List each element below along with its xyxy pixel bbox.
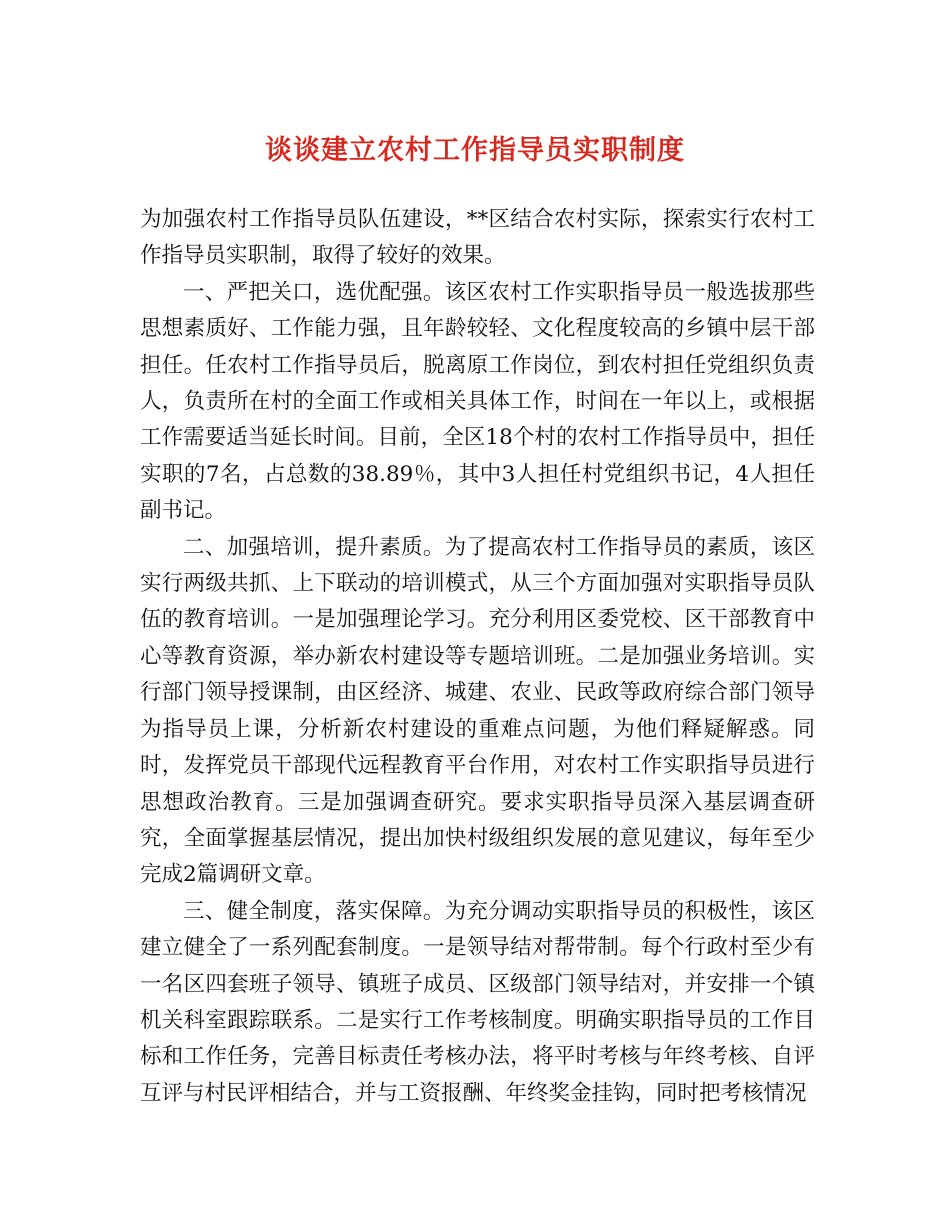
intro-paragraph: 为加强农村工作指导员队伍建设，**区结合农村实际，探索实行农村工作指导员实职制，取得了较好的效果。 [140, 207, 815, 269]
document-title: 谈谈建立农村工作指导员实职制度 [265, 135, 685, 166]
section-3-paragraph: 三、健全制度，落实保障。为充分调动实职指导员的积极性，该区建立健全了一系列配套制度。一是领导结对帮带制。每个行政村至少有一名区四套班子领导、镇班子成员、区级部门领导结对，并安排一个镇机关科室跟踪联系。二是实行工作考核制度。明确实职指导员的工作目标和工作任务，完善目标责任考核办法，将平时考核与年终考核、自评互评与村民评相结合，并与工资报酬、年终奖金挂钩，同时把考核情况 [140, 898, 815, 1106]
document-body [140, 202, 815, 1112]
section-2-paragraph: 二、加强培训，提升素质。为了提高农村工作指导员的素质，该区实行两级共抓、上下联动的培训模式，从三个方面加强对实职指导员队伍的教育培训。一是加强理论学习。充分利用区委党校、区干部教育中心等教育资源，举办新农村建设等专题培训班。二是加强业务培训。实行部门领导授课制，由区经济、城建、农业、民政等政府综合部门领导为指导员上课，分析新农村建设的重难点问题，为他们释疑解惑。同时，发挥党员干部现代远程教育平台作用，对农村工作实职指导员进行思想政治教育。三是加强调查研究。要求实职指导员深入基层调查研究，全面掌握基层情况，提出加快村级组织发展的意见建议，每年至少完成2篇调研文章。 [140, 534, 815, 888]
section-1-paragraph: 一、严把关口，选优配强。该区农村工作实职指导员一般选拔那些思想素质好、工作能力强，且年龄较轻、文化程度较高的乡镇中层干部担任。任农村工作指导员后，脱离原工作岗位，到农村担任党组织负责人，负责所在村的全面工作或相关具体工作，时间在一年以上，或根据工作需要适当延长时间。目前，全区18个村的农村工作指导员中，担任实职的7名，占总数的38.89％，其中3人担任村党组织书记，4人担任副书记。 [140, 279, 815, 524]
